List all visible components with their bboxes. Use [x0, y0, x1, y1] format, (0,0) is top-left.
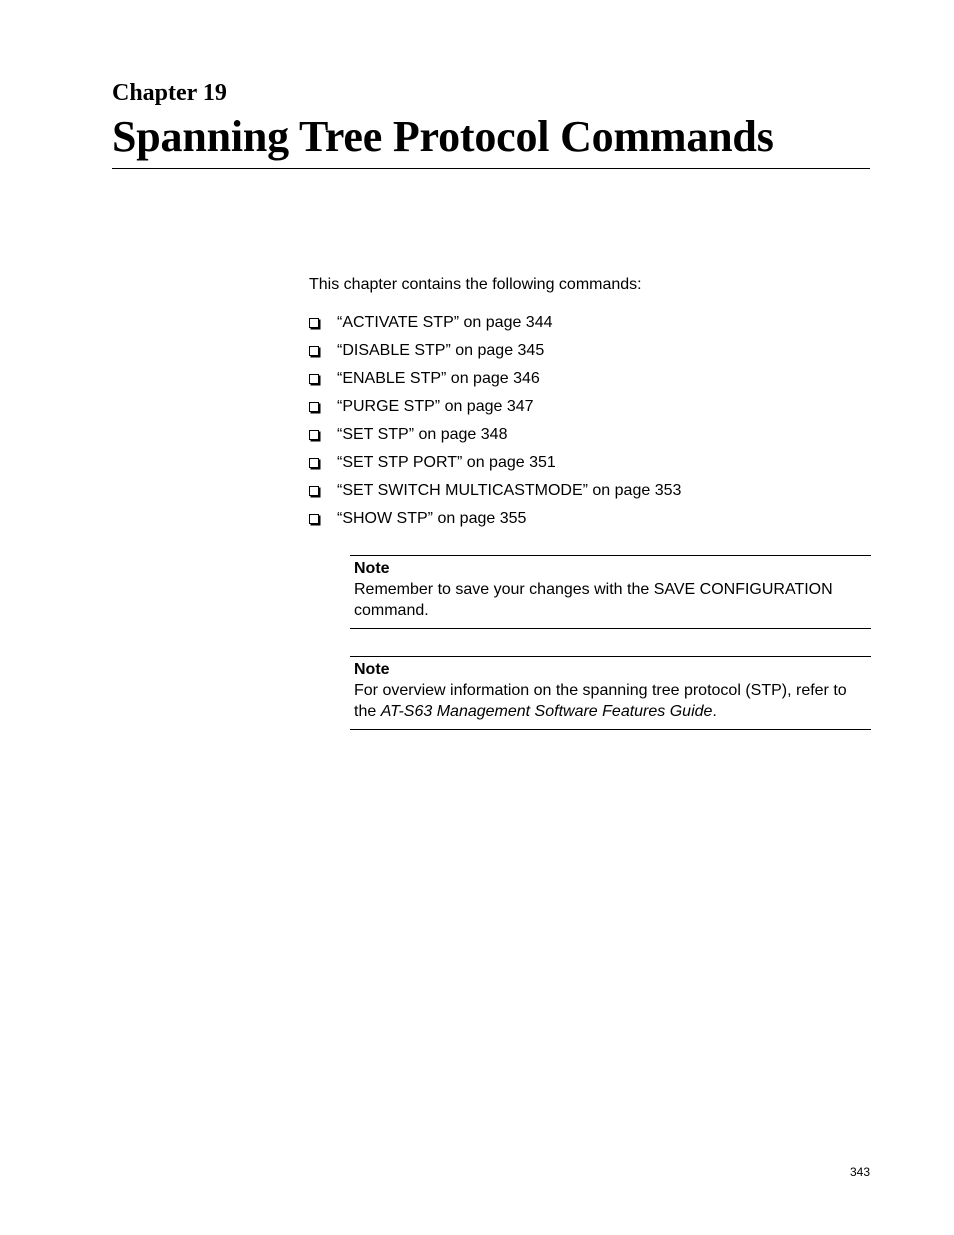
note-box-save-configuration: [350, 555, 871, 629]
command-link[interactable]: “ENABLE STP” on page 346: [337, 370, 540, 387]
checkbox-bullet-icon: [309, 486, 319, 496]
chapter-title: Spanning Tree Protocol Commands: [112, 112, 774, 161]
checkbox-bullet-icon: [309, 402, 319, 412]
guide-title-reference: AT-S63 Management Software Features Guide: [380, 703, 713, 720]
note-box-stp-overview: [350, 656, 871, 730]
command-link[interactable]: “SET SWITCH MULTICASTMODE” on page 353: [337, 482, 682, 499]
note-body-prefix: For overview information on the spanning tree protocol (STP), refer to the: [354, 682, 847, 720]
checkbox-bullet-icon: [309, 318, 319, 328]
command-link[interactable]: “ACTIVATE STP” on page 344: [337, 314, 553, 331]
checkbox-bullet-icon: [309, 346, 319, 356]
command-link[interactable]: “SET STP” on page 348: [337, 426, 508, 443]
title-rule: [112, 168, 870, 169]
checkbox-bullet-icon: [309, 458, 319, 468]
chapter-label: Chapter 19: [112, 80, 227, 106]
note-heading: Note: [354, 661, 390, 678]
intro-text: This chapter contains the following commands:: [309, 276, 642, 293]
page-number: 343: [850, 1165, 871, 1179]
note-body-suffix: .: [712, 703, 717, 720]
checkbox-bullet-icon: [309, 430, 319, 440]
command-link[interactable]: “DISABLE STP” on page 345: [337, 342, 545, 359]
command-link[interactable]: “SHOW STP” on page 355: [337, 510, 527, 527]
command-link[interactable]: “PURGE STP” on page 347: [337, 398, 534, 415]
note-body: [354, 680, 867, 722]
checkbox-bullet-icon: [309, 514, 319, 524]
note-heading: Note: [354, 560, 390, 577]
command-link[interactable]: “SET STP PORT” on page 351: [337, 454, 556, 471]
checkbox-bullet-icon: [309, 374, 319, 384]
note-body: Remember to save your changes with the SAVE CONFIGURATION command.: [354, 581, 833, 619]
